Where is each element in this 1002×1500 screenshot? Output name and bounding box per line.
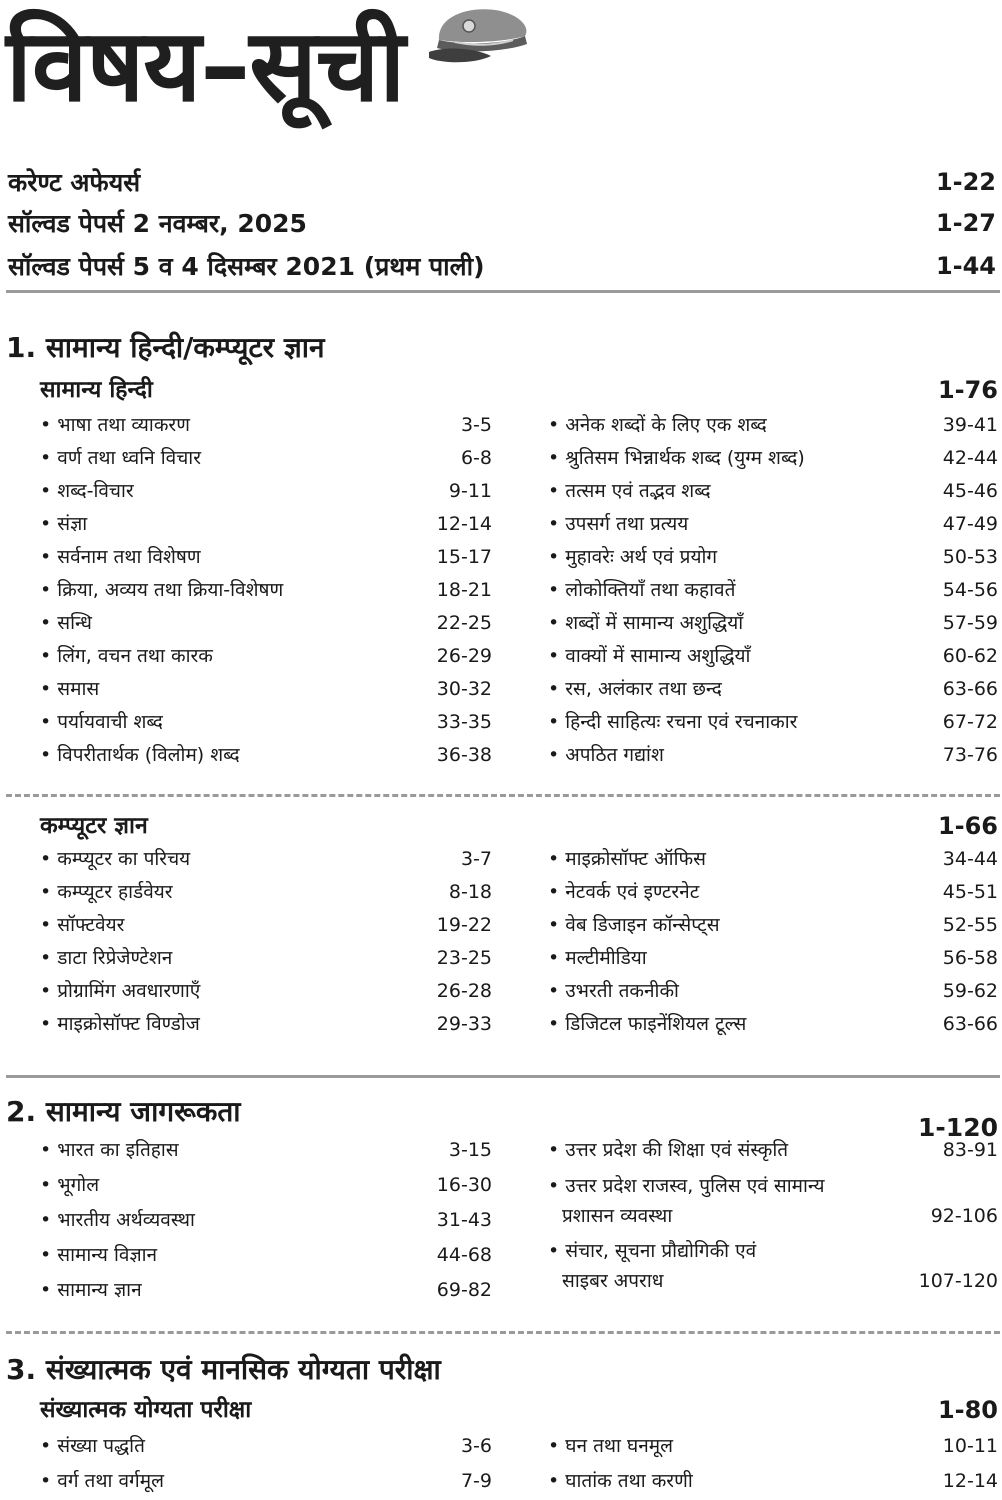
entry-label: • वर्ग तथा वर्गमूल [40, 1464, 164, 1499]
section-header [6, 1094, 998, 1142]
entry-label: • तत्सम एवं तद्भव शब्द [548, 475, 711, 508]
subsection-pages: 1-66 [937, 812, 998, 840]
entry-label: सॉल्वड पेपर्स 5 व 4 दिसम्बर 2021 (प्रथम पाली) [8, 252, 485, 281]
entry-pages: 23-25 [436, 947, 492, 969]
entry-label: • समास [40, 673, 99, 706]
toc-entry [548, 1236, 998, 1296]
toc-top-entry [8, 205, 996, 241]
toc-entry [40, 1008, 492, 1041]
entry-label: • संख्या पद्धति [40, 1429, 145, 1464]
entry-label: • कम्प्यूटर का परिचय [40, 843, 190, 876]
entry-pages: 8-18 [448, 881, 492, 903]
toc-entry [548, 607, 998, 640]
entry-pages: 3-5 [460, 414, 492, 436]
entry-label: • घन तथा घनमूल [548, 1429, 673, 1464]
entries-right-column [548, 1133, 998, 1301]
subsection-header [40, 810, 998, 842]
entry-label: • मल्टीमीडिया [548, 942, 647, 975]
entry-pages: 29-33 [436, 1013, 492, 1035]
entry-label: • भाषा तथा व्याकरण [40, 409, 190, 442]
entry-label: संचार, सूचना प्रौद्योगिकी एवं [565, 1240, 757, 1262]
toc-entry [40, 843, 492, 876]
entry-pages: 18-21 [436, 579, 492, 601]
entry-pages: 26-29 [436, 645, 492, 667]
section-title: 1. सामान्य हिन्दी/कम्प्यूटर ज्ञान [6, 331, 325, 364]
entry-pages: 59-62 [942, 980, 998, 1002]
entry-pages: 45-46 [942, 480, 998, 502]
entry-label: • लिंग, वचन तथा कारक [40, 640, 213, 673]
entry-pages: 22-25 [436, 612, 492, 634]
entry-label: • भूगोल [40, 1168, 99, 1203]
page-title: विषय–सूची [6, 7, 405, 124]
toc-entry [40, 876, 492, 909]
entry-pages: 50-53 [942, 546, 998, 568]
police-cap-icon [425, 2, 535, 72]
toc-entry [40, 1168, 492, 1203]
entry-pages: 63-66 [942, 678, 998, 700]
entry-pages: 15-17 [436, 546, 492, 568]
entry-label: • वर्ण तथा ध्वनि विचार [40, 442, 201, 475]
entry-label: • घातांक तथा करणी [548, 1464, 693, 1499]
toc-entry [40, 1238, 492, 1273]
toc-entry [548, 508, 998, 541]
entries-right-column [548, 409, 998, 772]
toc-entry [548, 409, 998, 442]
toc-entry [40, 640, 492, 673]
entry-label: • विपरीतार्थक (विलोम) शब्द [40, 739, 240, 772]
divider-solid [6, 290, 1000, 293]
entry-label: • माइक्रोसॉफ्ट विण्डोज [40, 1008, 200, 1041]
entry-label: • वाक्यों में सामान्य अशुद्धियाँ [548, 640, 750, 673]
entry-label: • श्रुतिसम भिन्नार्थक शब्द (युग्म शब्द) [548, 442, 805, 475]
toc-entry [548, 475, 998, 508]
entry-pages: 107-120 [918, 1270, 998, 1292]
section-pages: 1-120 [918, 1113, 998, 1142]
entry-label-continued: प्रशासन व्यवस्था [562, 1205, 673, 1227]
entries-left-column [40, 409, 492, 772]
entry-label: • डाटा रिप्रेजेण्टेशन [40, 942, 172, 975]
entry-label: उत्तर प्रदेश राजस्व, पुलिस एवं सामान्य [565, 1175, 825, 1197]
entry-label: • लोकोक्तियाँ तथा कहावतें [548, 574, 735, 607]
toc-entry [548, 673, 998, 706]
entry-pages: 12-14 [942, 1470, 998, 1492]
toc-entry [548, 876, 998, 909]
entry-label: • शब्दों में सामान्य अशुद्धियाँ [548, 607, 743, 640]
entry-pages: 26-28 [436, 980, 492, 1002]
toc-entry [548, 640, 998, 673]
divider-dashed [6, 1331, 1000, 1334]
subsection-pages: 1-80 [937, 1396, 998, 1424]
entry-pages: 1-22 [935, 168, 996, 196]
entry-pages: 92-106 [930, 1205, 998, 1227]
toc-entry [548, 739, 998, 772]
toc-entry [548, 1429, 998, 1464]
toc-entry [548, 541, 998, 574]
divider-solid [6, 1075, 1000, 1078]
entry-label: • डिजिटल फाइनेंशियल टूल्स [548, 1008, 746, 1041]
subsection-title: संख्यात्मक योग्यता परीक्षा [40, 1397, 252, 1423]
entry-pages: 30-32 [436, 678, 492, 700]
toc-entry [548, 1133, 998, 1171]
entry-label: • हिन्दी साहित्यः रचना एवं रचनाकार [548, 706, 797, 739]
toc-entry [40, 607, 492, 640]
toc-entry [40, 574, 492, 607]
toc-entry [40, 1203, 492, 1238]
entries-right-column [548, 1429, 998, 1499]
entry-pages: 34-44 [942, 848, 998, 870]
entry-pages: 33-35 [436, 711, 492, 733]
toc-entry [548, 975, 998, 1008]
toc-entry [548, 843, 998, 876]
entry-label: • अनेक शब्दों के लिए एक शब्द [548, 409, 767, 442]
entry-pages: 45-51 [942, 881, 998, 903]
toc-entry [40, 508, 492, 541]
toc-entry [548, 442, 998, 475]
entry-pages: 44-68 [436, 1244, 492, 1266]
toc-entry [40, 1464, 492, 1499]
entry-pages: 67-72 [942, 711, 998, 733]
entry-label: • सामान्य ज्ञान [40, 1273, 142, 1308]
entry-label: • उपसर्ग तथा प्रत्यय [548, 508, 688, 541]
subsection-header [40, 374, 998, 406]
entry-pages: 42-44 [942, 447, 998, 469]
entry-label: • प्रोग्रामिंग अवधारणाएँ [40, 975, 200, 1008]
entry-pages: 6-8 [460, 447, 492, 469]
toc-entry [40, 1429, 492, 1464]
entry-pages: 10-11 [942, 1435, 998, 1457]
entry-label: • भारत का इतिहास [40, 1133, 179, 1168]
entry-label: • सन्धि [40, 607, 92, 640]
entry-pages: 1-27 [935, 209, 996, 237]
entry-label: • अपठित गद्यांश [548, 739, 664, 772]
entry-label: • कम्प्यूटर हार्डवेयर [40, 876, 173, 909]
entry-pages: 7-9 [460, 1470, 492, 1492]
toc-entry [548, 1008, 998, 1041]
entry-label: • नेटवर्क एवं इण्टरनेट [548, 876, 699, 909]
toc-entry [548, 942, 998, 975]
entry-label: • सामान्य विज्ञान [40, 1238, 157, 1273]
toc-entry [40, 442, 492, 475]
entry-pages: 47-49 [942, 513, 998, 535]
entry-pages: 60-62 [942, 645, 998, 667]
toc-entry [40, 739, 492, 772]
entry-label: करेण्ट अफेयर्स [8, 168, 141, 197]
toc-entry [40, 409, 492, 442]
entry-label: • क्रिया, अव्यय तथा क्रिया-विशेषण [40, 574, 283, 607]
entry-pages: 19-22 [436, 914, 492, 936]
entry-label: • सर्वनाम तथा विशेषण [40, 541, 201, 574]
entry-label: • शब्द-विचार [40, 475, 134, 508]
entry-pages: 1-44 [935, 252, 996, 280]
entry-label: • भारतीय अर्थव्यवस्था [40, 1203, 195, 1238]
entry-label: • मुहावरेः अर्थ एवं प्रयोग [548, 541, 717, 574]
toc-entry [40, 475, 492, 508]
entry-pages: 39-41 [942, 414, 998, 436]
entry-label: सॉल्वड पेपर्स 2 नवम्बर, 2025 [8, 209, 307, 238]
entry-pages: 12-14 [436, 513, 492, 535]
toc-entry [40, 942, 492, 975]
toc-entry [548, 909, 998, 942]
entry-pages: 9-11 [448, 480, 492, 502]
entry-label: • सॉफ्टवेयर [40, 909, 124, 942]
section-title: 3. संख्यात्मक एवं मानसिक योग्यता परीक्षा [6, 1353, 441, 1386]
entries-right-column [548, 843, 998, 1041]
entry-label: • संज्ञा [40, 508, 87, 541]
toc-entry [548, 574, 998, 607]
toc-entry [548, 706, 998, 739]
entry-pages: 57-59 [942, 612, 998, 634]
toc-entry [40, 706, 492, 739]
entry-pages: 54-56 [942, 579, 998, 601]
subsection-pages: 1-76 [937, 376, 998, 404]
entry-label-continued: साइबर अपराध [562, 1270, 664, 1292]
divider-dashed [6, 794, 1000, 797]
entry-pages: 52-55 [942, 914, 998, 936]
toc-entry [40, 673, 492, 706]
toc-entry [40, 909, 492, 942]
entry-pages: 36-38 [436, 744, 492, 766]
entry-label: • पर्यायवाची शब्द [40, 706, 163, 739]
toc-entry [40, 541, 492, 574]
toc-entry [548, 1171, 998, 1231]
section-title: 2. सामान्य जागरूकता [6, 1095, 241, 1128]
entry-pages: 83-91 [942, 1139, 998, 1161]
subsection-header [40, 1394, 998, 1426]
entry-pages: 73-76 [942, 744, 998, 766]
entry-pages: 3-15 [448, 1139, 492, 1161]
entry-label: • वेब डिजाइन कॉन्सेप्ट्स [548, 909, 720, 942]
entry-label: • उत्तर प्रदेश की शिक्षा एवं संस्कृति [548, 1133, 788, 1168]
entry-label: • रस, अलंकार तथा छन्द [548, 673, 722, 706]
entry-pages: 56-58 [942, 947, 998, 969]
entries-left-column [40, 1429, 492, 1499]
toc-entry [40, 975, 492, 1008]
entry-pages: 3-6 [460, 1435, 492, 1457]
entries-left-column [40, 1133, 492, 1308]
entry-pages: 69-82 [436, 1279, 492, 1301]
entry-pages: 31-43 [436, 1209, 492, 1231]
entry-pages: 63-66 [942, 1013, 998, 1035]
toc-top-entry [8, 248, 996, 284]
entry-label: • माइक्रोसॉफ्ट ऑफिस [548, 843, 706, 876]
subsection-title: कम्प्यूटर ज्ञान [40, 813, 148, 839]
toc-entry [40, 1273, 492, 1308]
toc-entry [548, 1464, 998, 1499]
subsection-title: सामान्य हिन्दी [40, 377, 153, 403]
entry-label: • उभरती तकनीकी [548, 975, 679, 1008]
entry-pages: 16-30 [436, 1174, 492, 1196]
toc-entry [40, 1133, 492, 1168]
entry-pages: 3-7 [460, 848, 492, 870]
toc-top-entry [8, 164, 996, 200]
entries-left-column [40, 843, 492, 1041]
